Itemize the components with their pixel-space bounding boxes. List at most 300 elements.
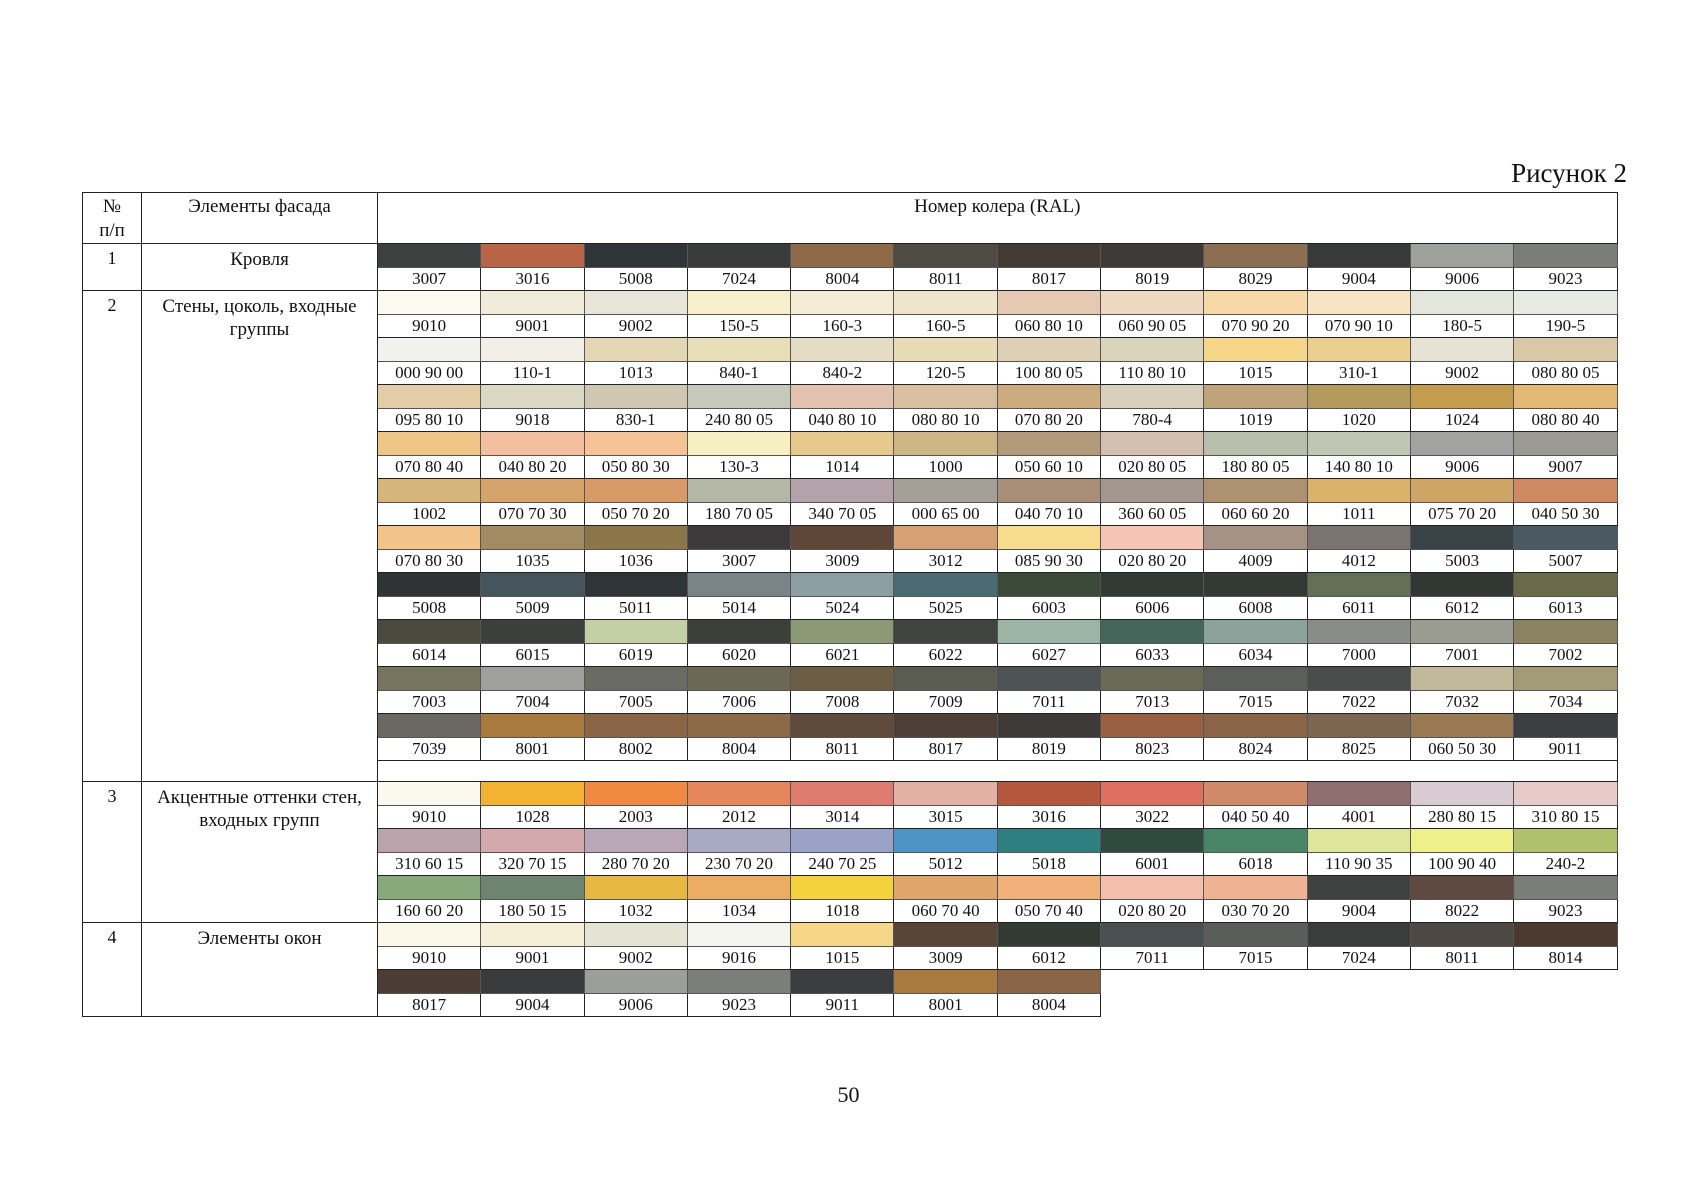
ral-code: 4009 [1204, 550, 1307, 573]
ral-code: 040 70 10 [997, 503, 1100, 526]
ral-code: 4001 [1307, 806, 1410, 829]
ral-code: 7006 [687, 691, 790, 714]
color-swatch [997, 432, 1100, 456]
ral-code: 1019 [1204, 409, 1307, 432]
color-swatch [791, 432, 894, 456]
color-swatch [1307, 876, 1410, 900]
color-swatch [1410, 244, 1513, 268]
color-swatch [1514, 923, 1617, 947]
color-swatch [894, 970, 997, 994]
color-swatch [791, 667, 894, 691]
color-swatch [378, 970, 481, 994]
color-swatch [481, 667, 584, 691]
color-swatch [1307, 782, 1410, 806]
color-swatch [997, 970, 1100, 994]
ral-code: 7015 [1204, 947, 1307, 970]
color-swatch [584, 782, 687, 806]
ral-code: 8029 [1204, 268, 1307, 291]
ral-code: 080 80 10 [894, 409, 997, 432]
color-swatch [997, 620, 1100, 644]
color-swatch [1410, 923, 1513, 947]
color-swatch [1204, 291, 1307, 315]
ral-code: 060 50 30 [1410, 738, 1513, 761]
ral-code: 310-1 [1307, 362, 1410, 385]
color-swatch [481, 876, 584, 900]
color-swatch [894, 526, 997, 550]
page-number: 50 [837, 1082, 860, 1107]
color-swatch [1204, 338, 1307, 362]
color-swatch [791, 782, 894, 806]
color-swatch [1514, 291, 1617, 315]
ral-code: 140 80 10 [1307, 456, 1410, 479]
color-swatch [997, 923, 1100, 947]
color-swatch [1204, 923, 1307, 947]
color-swatch [791, 923, 894, 947]
color-swatch [1307, 479, 1410, 503]
ral-code: 160-5 [894, 315, 997, 338]
color-swatch [1307, 923, 1410, 947]
ral-code: 8004 [687, 738, 790, 761]
color-swatch [1410, 829, 1513, 853]
color-swatch [997, 573, 1100, 597]
color-swatch [687, 432, 790, 456]
facade-color-table [82, 192, 1618, 1017]
color-swatch [1204, 526, 1307, 550]
color-swatch [687, 970, 790, 994]
color-swatch [584, 876, 687, 900]
ral-code: 6012 [1410, 597, 1513, 620]
ral-code: 8019 [997, 738, 1100, 761]
ral-code: 080 80 40 [1514, 409, 1617, 432]
ral-code: 050 70 20 [584, 503, 687, 526]
color-swatch [378, 714, 481, 738]
color-swatch [1514, 573, 1617, 597]
swatch-row [83, 782, 1618, 806]
ral-code: 095 80 10 [378, 409, 481, 432]
color-swatch [997, 876, 1100, 900]
ral-code: 3014 [791, 806, 894, 829]
color-swatch [1204, 573, 1307, 597]
color-swatch [997, 244, 1100, 268]
ral-code: 6003 [997, 597, 1100, 620]
color-swatch [997, 526, 1100, 550]
ral-code: 3016 [481, 268, 584, 291]
ral-code: 8004 [997, 994, 1100, 1017]
ral-code: 9007 [1514, 456, 1617, 479]
color-swatch [378, 667, 481, 691]
blank-cell [1101, 970, 1618, 1017]
ral-code: 070 80 20 [997, 409, 1100, 432]
ral-code: 3016 [997, 806, 1100, 829]
color-swatch [1514, 385, 1617, 409]
ral-code: 8022 [1410, 900, 1513, 923]
ral-code: 5009 [481, 597, 584, 620]
ral-code: 030 70 20 [1204, 900, 1307, 923]
color-swatch [791, 385, 894, 409]
color-swatch [378, 876, 481, 900]
section-label: Элементы окон [142, 923, 378, 1017]
color-swatch [894, 244, 997, 268]
ral-code: 5018 [997, 853, 1100, 876]
ral-code: 6012 [997, 947, 1100, 970]
ral-code: 050 60 10 [997, 456, 1100, 479]
ral-code: 1018 [791, 900, 894, 923]
color-swatch [1101, 291, 1204, 315]
color-swatch [1410, 620, 1513, 644]
color-swatch [687, 573, 790, 597]
color-swatch [894, 667, 997, 691]
ral-code: 6033 [1101, 644, 1204, 667]
swatch-row [83, 923, 1618, 947]
ral-code: 6008 [1204, 597, 1307, 620]
ral-code: 180 50 15 [481, 900, 584, 923]
color-swatch [894, 782, 997, 806]
color-swatch [791, 479, 894, 503]
color-swatch [1307, 620, 1410, 644]
ral-code: 8004 [791, 268, 894, 291]
ral-code: 070 70 30 [481, 503, 584, 526]
ral-code: 1020 [1307, 409, 1410, 432]
color-swatch [1101, 244, 1204, 268]
ral-code: 075 70 20 [1410, 503, 1513, 526]
color-swatch [481, 573, 584, 597]
ral-code: 5024 [791, 597, 894, 620]
color-swatch [791, 620, 894, 644]
ral-code: 8023 [1101, 738, 1204, 761]
color-swatch [1514, 479, 1617, 503]
ral-code: 060 60 20 [1204, 503, 1307, 526]
color-swatch [1514, 432, 1617, 456]
color-swatch [1101, 338, 1204, 362]
color-swatch [378, 338, 481, 362]
color-swatch [1204, 876, 1307, 900]
ral-code: 040 80 10 [791, 409, 894, 432]
ral-code: 7015 [1204, 691, 1307, 714]
ral-code: 230 70 20 [687, 853, 790, 876]
ral-code: 9006 [1410, 456, 1513, 479]
ral-code: 050 80 30 [584, 456, 687, 479]
ral-code: 7011 [997, 691, 1100, 714]
color-swatch [1410, 782, 1513, 806]
ral-code: 9002 [1410, 362, 1513, 385]
color-swatch [894, 385, 997, 409]
color-swatch [687, 829, 790, 853]
ral-code: 9016 [687, 947, 790, 970]
ral-code: 1035 [481, 550, 584, 573]
ral-code: 7013 [1101, 691, 1204, 714]
color-swatch [1514, 338, 1617, 362]
color-swatch [378, 479, 481, 503]
color-swatch [584, 385, 687, 409]
color-swatch [1204, 667, 1307, 691]
ral-code: 070 90 10 [1307, 315, 1410, 338]
ral-code: 5011 [584, 597, 687, 620]
ral-code: 7011 [1101, 947, 1204, 970]
ral-code: 9004 [481, 994, 584, 1017]
ral-code: 2012 [687, 806, 790, 829]
ral-code: 9004 [1307, 268, 1410, 291]
color-swatch [481, 829, 584, 853]
ral-code: 6021 [791, 644, 894, 667]
ral-code: 1015 [1204, 362, 1307, 385]
color-swatch [378, 573, 481, 597]
ral-code: 8017 [378, 994, 481, 1017]
ral-code: 000 90 00 [378, 362, 481, 385]
color-swatch [584, 479, 687, 503]
color-swatch [1204, 385, 1307, 409]
ral-code: 8001 [481, 738, 584, 761]
section-label: Акцентные оттенки стен, входных групп [142, 782, 378, 923]
color-swatch [1307, 714, 1410, 738]
ral-code: 9010 [378, 315, 481, 338]
color-swatch [1101, 432, 1204, 456]
ral-code: 8017 [894, 738, 997, 761]
color-swatch [1101, 829, 1204, 853]
ral-code: 360 60 05 [1101, 503, 1204, 526]
ral-code: 8017 [997, 268, 1100, 291]
color-swatch [481, 970, 584, 994]
ral-code: 9018 [481, 409, 584, 432]
color-swatch [1101, 526, 1204, 550]
ral-code: 040 50 40 [1204, 806, 1307, 829]
color-swatch [1204, 829, 1307, 853]
color-swatch [1307, 291, 1410, 315]
ral-code: 000 65 00 [894, 503, 997, 526]
color-swatch [378, 432, 481, 456]
ral-code: 5008 [584, 268, 687, 291]
ral-code: 1014 [791, 456, 894, 479]
swatch-row [83, 291, 1618, 315]
color-swatch [1514, 526, 1617, 550]
color-swatch [481, 291, 584, 315]
color-swatch [378, 923, 481, 947]
color-swatch [1410, 667, 1513, 691]
color-swatch [378, 782, 481, 806]
color-swatch [584, 620, 687, 644]
ral-code: 9006 [584, 994, 687, 1017]
ral-code: 9004 [1307, 900, 1410, 923]
section-label: Кровля [142, 244, 378, 291]
ral-code: 7024 [687, 268, 790, 291]
color-swatch [584, 573, 687, 597]
section-number: 3 [83, 782, 142, 923]
ral-code: 4012 [1307, 550, 1410, 573]
color-swatch [687, 782, 790, 806]
color-swatch [1410, 338, 1513, 362]
ral-code: 5025 [894, 597, 997, 620]
color-swatch [687, 667, 790, 691]
color-swatch [894, 291, 997, 315]
color-swatch [1514, 876, 1617, 900]
color-swatch [1101, 923, 1204, 947]
ral-code: 3009 [894, 947, 997, 970]
ral-code: 320 70 15 [481, 853, 584, 876]
ral-code: 180-5 [1410, 315, 1513, 338]
ral-code: 085 90 30 [997, 550, 1100, 573]
color-swatch [997, 479, 1100, 503]
ral-code: 060 70 40 [894, 900, 997, 923]
color-swatch [1514, 782, 1617, 806]
ral-code: 8014 [1514, 947, 1617, 970]
ral-code: 310 80 15 [1514, 806, 1617, 829]
color-swatch [1101, 782, 1204, 806]
ral-code: 180 80 05 [1204, 456, 1307, 479]
color-swatch [894, 829, 997, 853]
color-swatch [1101, 714, 1204, 738]
ral-code: 9001 [481, 947, 584, 970]
ral-code: 020 80 20 [1101, 900, 1204, 923]
color-swatch [687, 244, 790, 268]
color-swatch [997, 714, 1100, 738]
ral-code: 8011 [1410, 947, 1513, 970]
ral-code: 110 90 35 [1307, 853, 1410, 876]
ral-code: 7008 [791, 691, 894, 714]
color-swatch [687, 923, 790, 947]
ral-code: 6018 [1204, 853, 1307, 876]
ral-code: 100 90 40 [1410, 853, 1513, 876]
ral-code: 2003 [584, 806, 687, 829]
ral-code: 9023 [1514, 268, 1617, 291]
color-swatch [1101, 876, 1204, 900]
color-swatch [378, 829, 481, 853]
ral-code: 840-1 [687, 362, 790, 385]
color-swatch [791, 876, 894, 900]
color-swatch [1514, 829, 1617, 853]
ral-code: 020 80 20 [1101, 550, 1204, 573]
ral-code: 6015 [481, 644, 584, 667]
color-swatch [481, 620, 584, 644]
ral-code: 110 80 10 [1101, 362, 1204, 385]
ral-code: 3007 [378, 268, 481, 291]
color-swatch [378, 620, 481, 644]
header-number: № п/п [83, 193, 142, 244]
ral-code: 7001 [1410, 644, 1513, 667]
ral-code: 9011 [791, 994, 894, 1017]
ral-code: 1011 [1307, 503, 1410, 526]
ral-code: 1013 [584, 362, 687, 385]
ral-code: 080 80 05 [1514, 362, 1617, 385]
color-swatch [894, 923, 997, 947]
color-swatch [1410, 479, 1513, 503]
section-number: 2 [83, 291, 142, 782]
ral-code: 240-2 [1514, 853, 1617, 876]
ral-code: 3007 [687, 550, 790, 573]
color-swatch [584, 338, 687, 362]
color-swatch [1204, 244, 1307, 268]
color-swatch [481, 479, 584, 503]
color-swatch [791, 829, 894, 853]
ral-code: 9001 [481, 315, 584, 338]
section-number: 4 [83, 923, 142, 1017]
color-swatch [1204, 620, 1307, 644]
color-swatch [481, 714, 584, 738]
ral-code: 7034 [1514, 691, 1617, 714]
ral-code: 1032 [584, 900, 687, 923]
color-swatch [1307, 829, 1410, 853]
color-swatch [997, 291, 1100, 315]
ral-code: 240 70 25 [791, 853, 894, 876]
figure-caption: Рисунок 2 [1511, 158, 1627, 188]
ral-code: 830-1 [584, 409, 687, 432]
color-swatch [378, 244, 481, 268]
color-swatch [791, 291, 894, 315]
ral-code: 120-5 [894, 362, 997, 385]
ral-code: 7032 [1410, 691, 1513, 714]
ral-code: 6034 [1204, 644, 1307, 667]
color-swatch [997, 385, 1100, 409]
color-swatch [1410, 573, 1513, 597]
color-swatch [791, 526, 894, 550]
ral-code: 9010 [378, 806, 481, 829]
color-swatch [997, 829, 1100, 853]
ral-code: 7022 [1307, 691, 1410, 714]
ral-code: 1024 [1410, 409, 1513, 432]
color-swatch [1101, 385, 1204, 409]
color-swatch [584, 667, 687, 691]
ral-code: 3022 [1101, 806, 1204, 829]
header-color: Номер колера (RAL) [378, 193, 1618, 244]
ral-code: 7000 [1307, 644, 1410, 667]
ral-code: 9011 [1514, 738, 1617, 761]
color-swatch [1307, 385, 1410, 409]
color-swatch [997, 782, 1100, 806]
ral-code: 020 80 05 [1101, 456, 1204, 479]
ral-code: 7024 [1307, 947, 1410, 970]
section-number: 1 [83, 244, 142, 291]
color-swatch [687, 714, 790, 738]
ral-code: 3012 [894, 550, 997, 573]
color-swatch [481, 244, 584, 268]
ral-code: 9006 [1410, 268, 1513, 291]
color-swatch [1307, 573, 1410, 597]
ral-code: 6014 [378, 644, 481, 667]
color-swatch [687, 876, 790, 900]
ral-code: 050 70 40 [997, 900, 1100, 923]
color-swatch [1204, 432, 1307, 456]
color-swatch [1514, 244, 1617, 268]
color-swatch [1204, 714, 1307, 738]
color-swatch [584, 432, 687, 456]
ral-code: 110-1 [481, 362, 584, 385]
ral-code: 5003 [1410, 550, 1513, 573]
ral-code: 7003 [378, 691, 481, 714]
color-swatch [1204, 479, 1307, 503]
ral-code: 7004 [481, 691, 584, 714]
section-label: Стены, цоколь, входные группы [142, 291, 378, 782]
ral-code: 060 80 10 [997, 315, 1100, 338]
ral-code: 9023 [1514, 900, 1617, 923]
color-swatch [997, 338, 1100, 362]
ral-code: 1028 [481, 806, 584, 829]
color-swatch [894, 876, 997, 900]
color-swatch [894, 620, 997, 644]
ral-code: 1015 [791, 947, 894, 970]
ral-code: 070 80 30 [378, 550, 481, 573]
color-swatch [1101, 667, 1204, 691]
ral-code: 8011 [791, 738, 894, 761]
color-swatch [687, 291, 790, 315]
color-swatch [1514, 667, 1617, 691]
ral-code: 180 70 05 [687, 503, 790, 526]
color-swatch [791, 338, 894, 362]
empty-row [378, 761, 1618, 782]
ral-code: 5014 [687, 597, 790, 620]
table-header-row [83, 193, 1618, 244]
ral-code: 7039 [378, 738, 481, 761]
ral-code: 9023 [687, 994, 790, 1017]
ral-code: 5007 [1514, 550, 1617, 573]
ral-code: 5008 [378, 597, 481, 620]
